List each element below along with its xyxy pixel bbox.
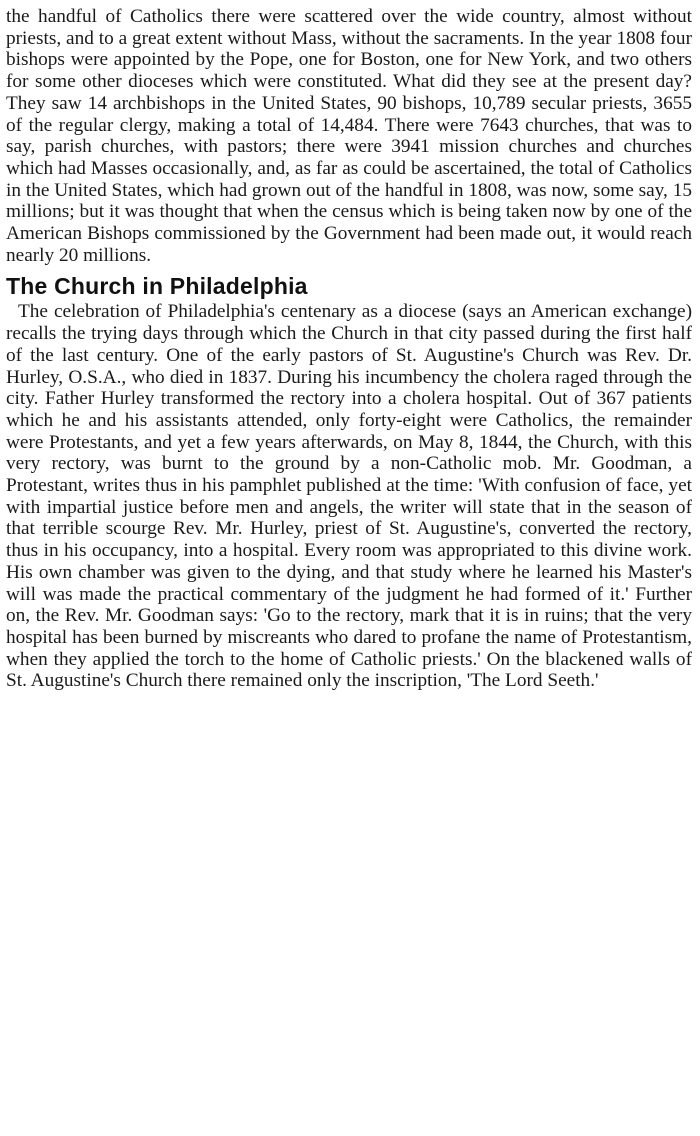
article-paragraph: The celebration of Philadelphia's centenary as a diocese (says an American exchange) recalls the trying days through which the Church in that city passed during the first half of the last century. One of the early pastors of St. Augustine's Church was Rev. Dr. Hurley, O.S.A., who died in 1837. During his incumbency the cholera raged through the city. Father Hurley transformed the rectory into a cholera hospital. Out of 367 patients which he and his assistants attended, only forty-eight were Catholics, the remainder were Protestants, and yet a few years afterwards, on May 8, 1844, the Church, with this very rectory, was burnt to the ground by a non-Catholic mob. Mr. Goodman, a Protestant, writes thus in his pamphlet published at the time: 'With confusion of face, yet with impartial justice before men and angels, the writer will state that in the season of that terrible scourge Rev. Mr. Hurley, priest of St. Augustine's, converted the rectory, thus in his occupancy, into a hospital. Every room was appropriated to this divine work. His own chamber was given to the dying, and that study where he learned his Master's will was made the practical commentary of the judgment he had formed of it.' Further on, the Rev. Mr. Goodman says: 'Go to the rectory, mark that it is in ruins; that the very hospital has been burned by miscreants who dared to profane the name of Protestantism, when they applied the torch to the home of Catholic priests.' On the blackened walls of St. Augustine's Church there remained only the inscription, 'The Lord Seeth.'	[6, 301, 692, 692]
newspaper-page	[6, 6, 692, 1130]
continued-paragraph: the handful of Catholics there were scattered over the wide country, almost without priests, and to a great extent without Mass, without the sacraments. In the year 1808 four bishops were appointed by the Pope, one for Boston, one for New York, and two others for some other dioceses which were constituted. What did they see at the present day? They saw 14 archbishops in the United States, 90 bishops, 10,789 secular priests, 3655 of the regular clergy, making a total of 14,484. There were 7643 churches, that was to say, parish churches, with pastors; there were 3941 mission churches and churches which had Masses occasionally, and, as far as could be ascertained, the total of Catholics in the United States, which had grown out of the handful in 1808, was now, some say, 15 millions; but it was thought that when the census which is being taken now by one of the American Bishops commissioned by the Government had been made out, it would reach nearly 20 millions.	[6, 6, 692, 266]
article-heading: The Church in Philadelphia	[6, 273, 308, 300]
